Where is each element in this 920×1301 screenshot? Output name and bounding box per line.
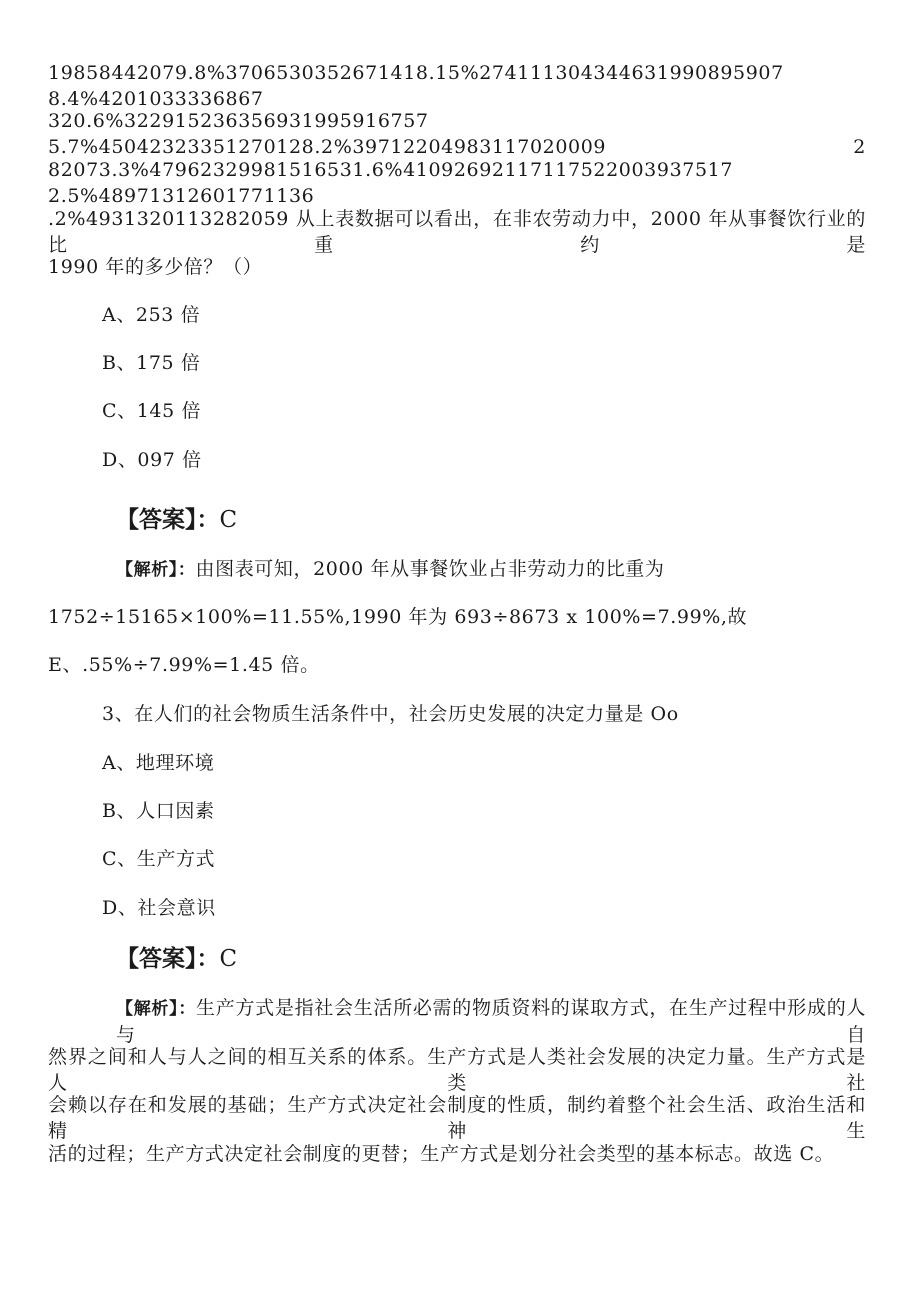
question-text-line: 19858442079.8%3706530352671418.15%274111304344631990895907 8.4%4201033336867 [48, 62, 784, 110]
option-d: D、社会意识 [102, 897, 216, 919]
analysis-label: 【解析】： [116, 560, 196, 580]
answer-label: 【答案】： [116, 946, 220, 972]
answer-value: C [219, 507, 238, 533]
analysis-label: 【解析】： [116, 999, 197, 1019]
option-c: C、145 倍 [102, 400, 202, 422]
answer [116, 505, 237, 535]
answer-value: C [219, 946, 238, 972]
analysis-line [116, 556, 665, 583]
analysis-text: 生产方式是指社会生活所必需的物质资料的谋取方式，在生产过程中形成的人与自 [116, 997, 867, 1046]
option-b: B、人口因素 [102, 800, 215, 822]
answer-label: 【答案】： [116, 507, 220, 533]
option-c: C、生产方式 [102, 848, 216, 870]
question-text-line: 320.6%322915236356931995916757 5.7%45042323351270128.2%39712204983117020009 2 [48, 110, 866, 158]
analysis-line: E、.55%÷7.99%=1.45 倍。 [48, 654, 320, 676]
option-d: D、097 倍 [102, 449, 202, 471]
question-text-line: .2%4931320113282059 从上表数据可以看出，在非农劳动力中，2000 年从事餐饮行业的比重约是 [48, 208, 866, 256]
question-stem: 3、在人们的社会物质生活条件中，社会历史发展的决定力量是 Oo [102, 703, 679, 725]
analysis-text: 由图表可知，2000 年从事餐饮业占非劳动力的比重为 [195, 558, 665, 580]
answer [116, 944, 237, 974]
analysis-line [116, 995, 866, 1048]
analysis-line: 会赖以存在和发展的基础；生产方式决定社会制度的性质，制约着整个社会生活、政治生活和精神生 [48, 1094, 866, 1142]
analysis-line: 1752÷15165×100%=11.55%,1990 年为 693÷8673 x 100%=7.99%,故 [48, 606, 748, 628]
question-text-line: 82073.3%47962329981516531.6%41092692117117522003937517 2.5%48971312601771136 [48, 159, 734, 207]
option-b: B、175 倍 [102, 352, 201, 374]
analysis-line: 活的过程；生产方式决定社会制度的更替；生产方式是划分社会类型的基本标志。故选 C。 [48, 1143, 835, 1165]
option-a: A、地理环境 [102, 752, 215, 774]
question-text-line: 1990 年的多少倍？（） [48, 256, 263, 278]
analysis-line: 然界之间和人与人之间的相互关系的体系。生产方式是人类社会发展的决定力量。生产方式是人类社 [48, 1046, 866, 1094]
option-a: A、253 倍 [102, 304, 201, 326]
